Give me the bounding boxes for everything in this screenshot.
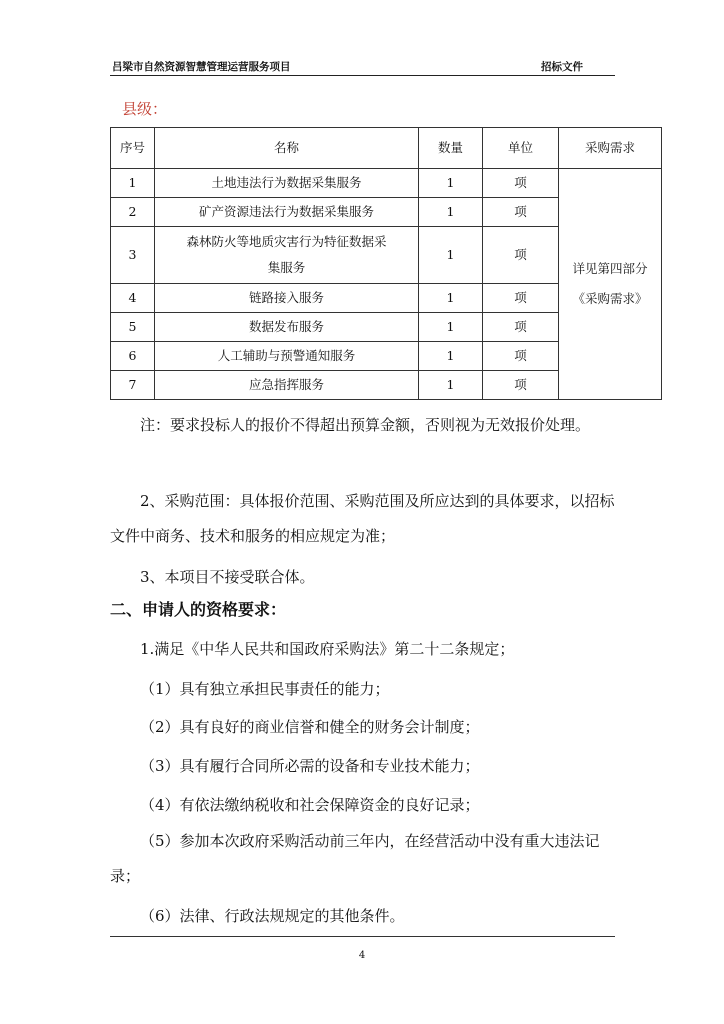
col-header-no: 序号: [111, 128, 155, 169]
cell-no: 1: [111, 169, 155, 198]
cell-unit: 项: [483, 284, 559, 313]
cell-requirement: [559, 169, 662, 400]
qualification-item: （2）具有良好的商业信誉和健全的财务会计制度；: [140, 718, 480, 736]
qualification-item: （4）有依法缴纳税收和社会保障资金的良好记录；: [140, 796, 480, 814]
table-row: [111, 169, 662, 198]
cell-qty: 1: [419, 371, 483, 400]
cell-qty: 1: [419, 284, 483, 313]
col-header-qty: 数量: [419, 128, 483, 169]
cell-no: 2: [111, 198, 155, 227]
cell-no: 5: [111, 313, 155, 342]
county-level-label: 县级：: [122, 100, 168, 118]
qualification-intro: 1.满足《中华人民共和国政府采购法》第二十二条规定；: [140, 640, 515, 658]
cell-name: 应急指挥服务: [155, 371, 419, 400]
section-title: 二、申请人的资格要求：: [110, 600, 287, 619]
cell-unit: 项: [483, 198, 559, 227]
col-header-requirement: 采购需求: [559, 128, 662, 169]
cell-name: 人工辅助与预警通知服务: [155, 342, 419, 371]
scope-paragraph: 2、采购范围：具体报价范围、采购范围及所应达到的具体要求，以招标文件中商务、技术和服务的相应规定为准；: [110, 492, 615, 545]
cell-unit: 项: [483, 169, 559, 198]
cell-name-line-1: 森林防火等地质灾害行为特征数据采: [186, 234, 387, 249]
page-header: [110, 57, 615, 76]
cell-unit: 项: [483, 342, 559, 371]
cell-unit: 项: [483, 313, 559, 342]
cell-no: 3: [111, 227, 155, 284]
qualification-item: （6）法律、行政法规规定的其他条件。: [140, 907, 405, 925]
cell-name: 土地违法行为数据采集服务: [155, 169, 419, 198]
cell-qty: 1: [419, 198, 483, 227]
qualification-item: （1）具有独立承担民事责任的能力；: [140, 680, 390, 698]
note-paragraph: 注：要求投标人的报价不得超出预算金额，否则视为无效报价处理。: [140, 416, 591, 434]
cell-unit: 项: [483, 371, 559, 400]
qualification-item: （5）参加本次政府采购活动前三年内，在经营活动中没有重大违法记录；: [110, 832, 600, 885]
cell-name: 矿产资源违法行为数据采集服务: [155, 198, 419, 227]
project-title: 吕梁市自然资源智慧管理运营服务项目: [112, 61, 291, 73]
cell-qty: 1: [419, 227, 483, 284]
document-type: 招标文件: [541, 61, 583, 73]
table-header-row: [111, 128, 662, 169]
page-number: 4: [358, 950, 366, 961]
col-header-unit: 单位: [483, 128, 559, 169]
cell-name-line-2: 集服务: [267, 260, 306, 275]
cell-no: 4: [111, 284, 155, 313]
requirement-line-2: 《采购需求》: [572, 291, 648, 306]
cell-qty: 1: [419, 169, 483, 198]
qualification-item: （3）具有履行合同所必需的设备和专业技术能力；: [140, 757, 480, 775]
requirement-line-1: 详见第四部分: [572, 261, 648, 276]
cell-name: 数据发布服务: [155, 313, 419, 342]
cell-name: 链路接入服务: [155, 284, 419, 313]
consortium-paragraph: 3、本项目不接受联合体。: [140, 568, 315, 586]
cell-unit: 项: [483, 227, 559, 284]
cell-name: [155, 227, 419, 284]
cell-no: 6: [111, 342, 155, 371]
col-header-name: 名称: [155, 128, 419, 169]
procurement-table: [110, 127, 662, 400]
cell-qty: 1: [419, 313, 483, 342]
cell-no: 7: [111, 371, 155, 400]
cell-qty: 1: [419, 342, 483, 371]
footer-divider: [110, 936, 615, 937]
